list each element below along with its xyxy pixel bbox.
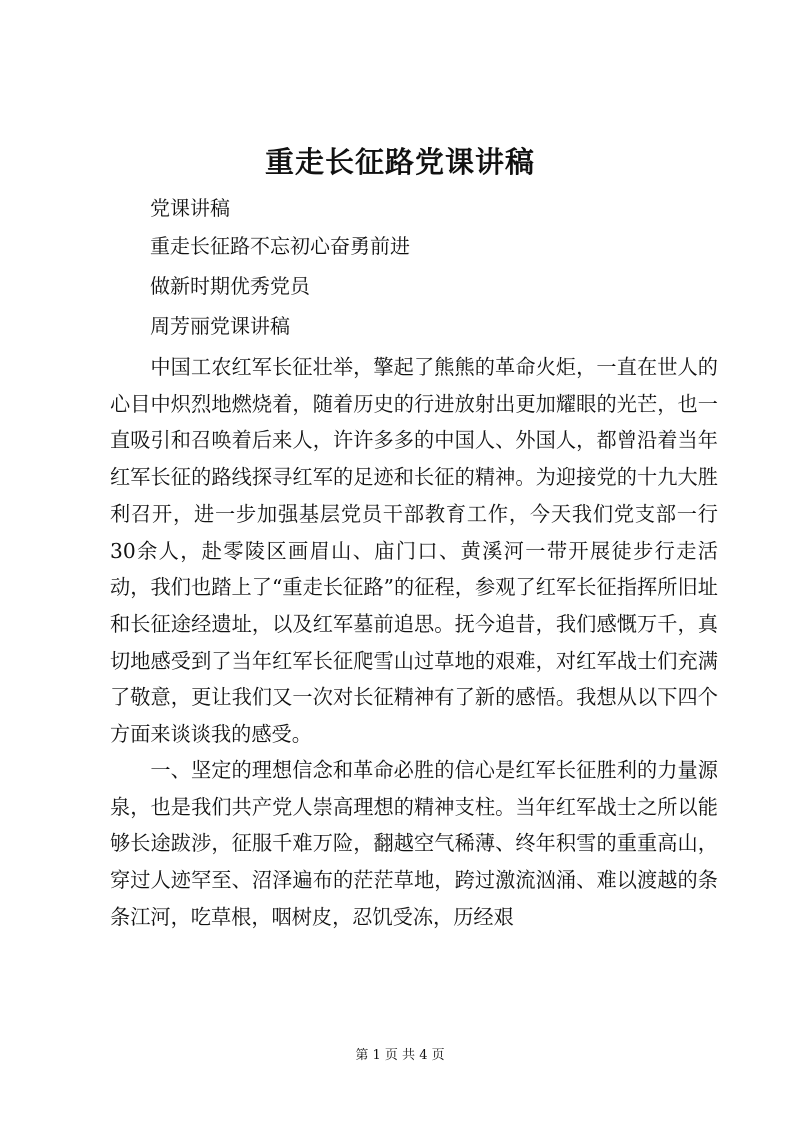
page-footer: 第 1 页 共 4 页 <box>355 1048 445 1063</box>
meta-line-3: 做新时期优秀党员 <box>150 274 310 298</box>
document-title: 重走长征路党课讲稿 <box>264 145 535 179</box>
meta-line-2: 重走长征路不忘初心奋勇前进 <box>150 234 410 258</box>
body-paragraph-2: 一、坚定的理想信念和革命必胜的信心是红军长征胜利的力量源泉，也是我们共产党人崇高理想的精神支柱。当年红军战士之所以能够长途跋涉，征服千难万险，翻越空气稀薄、终年积雪的重重高山，穿过人迹罕至、沼泽遍布的茫茫草地，跨过激流汹涌、难以渡越的条条江河，吃草根，咽树皮，忍饥受冻，历经艰 <box>110 758 718 929</box>
meta-line-1: 党课讲稿 <box>150 196 230 220</box>
body-paragraph-1: 中国工农红军长征壮举，擎起了熊熊的革命火炬，一直在世人的心目中炽烈地燃烧着，随着历史的行进放射出更加耀眼的光芒，也一直吸引和召唤着后来人，许许多多的中国人、外国人，都曾沿着当年红军长征的路线探寻红军的足迹和长征的精神。为迎接党的十九大胜利召开，进一步加强基层党员干部教育工作，今天我们党支部一行30余人，赴零陵区画眉山、庙门口、黄溪河一带开展徒步行走活动，我们也踏上了“重走长征路”的征程，参观了红军长征指挥所旧址和长征途经遗址，以及红军墓前追思。抚今追昔，我们感慨万千，真切地感受到了当年红军长征爬雪山过草地的艰难，对红军战士们充满了敬意，更让我们又一次对长征精神有了新的感悟。我想从以下四个方面来谈谈我的感受。 <box>110 355 718 747</box>
meta-line-4: 周芳丽党课讲稿 <box>150 314 290 338</box>
